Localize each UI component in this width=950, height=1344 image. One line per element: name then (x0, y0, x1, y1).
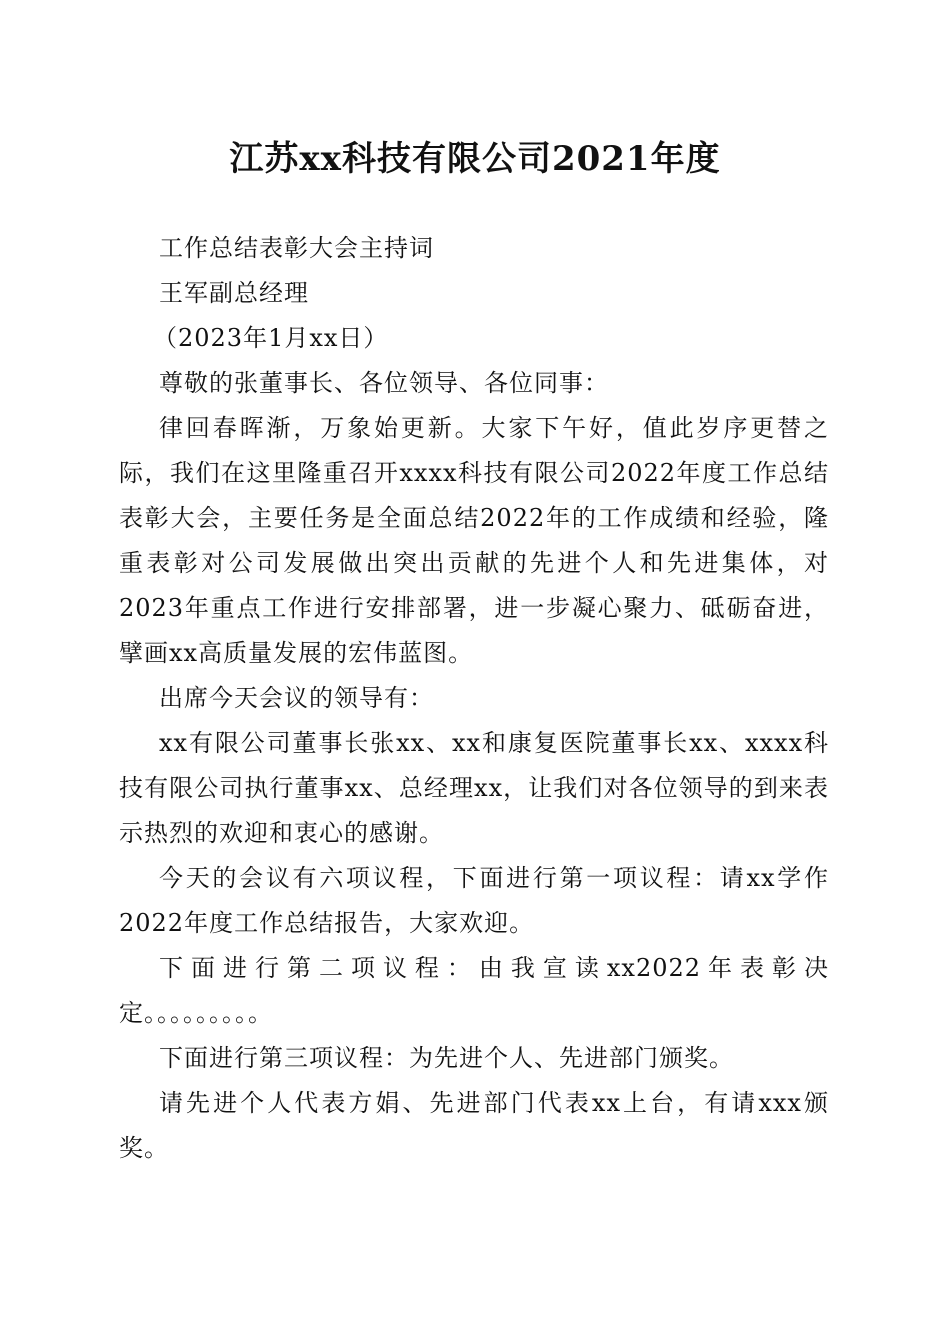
paragraph-award-invite: 请先进个人代表方娟、先进部门代表xx上台，有请xxx颁奖。 (119, 1089, 829, 1162)
paragraph-subtitle: 工作总结表彰大会主持词 (159, 234, 434, 262)
paragraph-agenda-one: 今天的会议有六项议程，下面进行第一项议程：请xx学作2022年度工作总结报告，大家欢迎。 (119, 864, 829, 937)
document-body (119, 226, 829, 1171)
paragraph-attendees-intro: 出席今天会议的领导有： (159, 684, 434, 712)
paragraph-agenda-two: 下面进行第二项议程：由我宣读xx2022年表彰决定。。。。。。。。。 (119, 954, 829, 1027)
paragraph-agenda-three: 下面进行第三项议程：为先进个人、先进部门颁奖。 (159, 1044, 734, 1072)
document-title: 江苏xx科技有限公司2021年度 (229, 139, 721, 179)
paragraph-attendees: xx有限公司董事长张xx、xx和康复医院董事长xx、xxxx科技有限公司执行董事xx、总经理xx，让我们对各位领导的到来表示热烈的欢迎和衷心的感谢。 (119, 729, 829, 847)
paragraph-opening: 律回春晖渐，万象始更新。大家下午好，值此岁序更替之际，我们在这里隆重召开xxxx科技有限公司2022年度工作总结表彰大会，主要任务是全面总结2022年的工作成绩和经验，隆重表彰对公司发展做出突出贡献的先进个人和先进集体，对2023年重点工作进行安排部署，进一步凝心聚力、砥砺奋进，擘画xx高质量发展的宏伟蓝图。 (119, 414, 829, 667)
paragraph-date: （2023年1月xx日） (153, 324, 389, 352)
paragraph-host: 王军副总经理 (159, 279, 309, 307)
paragraph-salutation: 尊敬的张董事长、各位领导、各位同事： (159, 369, 609, 397)
